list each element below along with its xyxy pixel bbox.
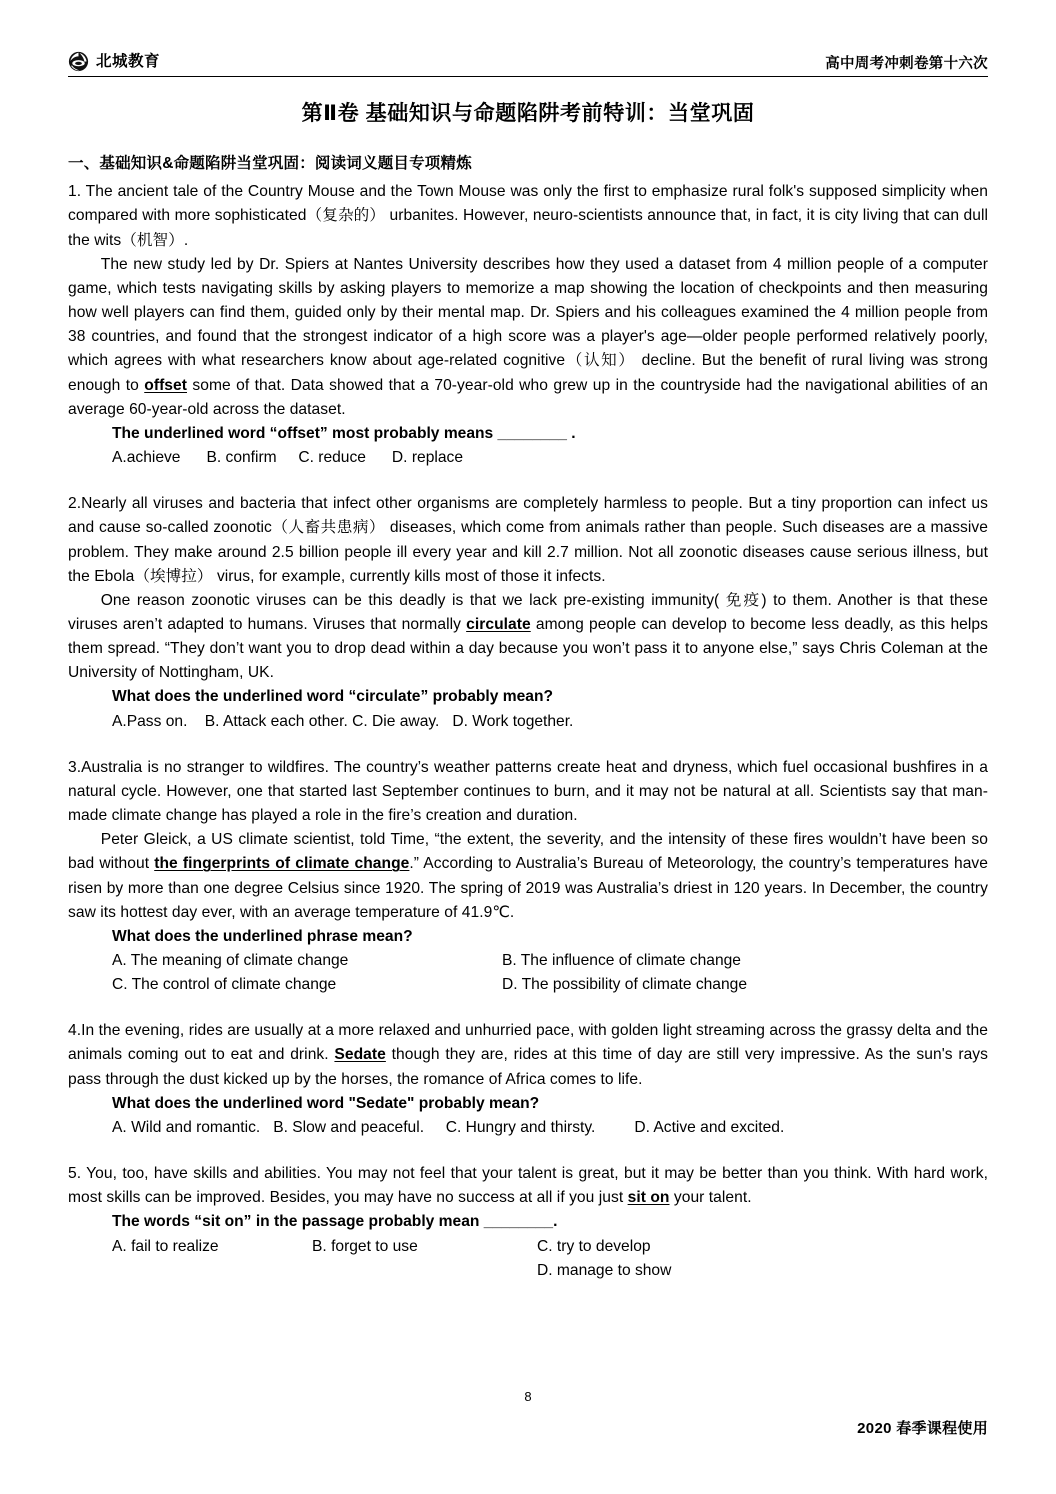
q3-option-c: C. The control of climate change — [112, 976, 337, 994]
q1-passage-2-part-b: some of that. Data showed that a 70-year-old who grew up in the countryside had the navigational abilities of an average 60-year-old across the dataset. — [68, 376, 988, 418]
q2-passage-1: 2.Nearly all viruses and bacteria that infect other organisms are completely harmless to people. But a tiny proportion can infect us and cause so-called zoonotic（人畜共患病） diseases, which come from animals rather than people. Such diseases are a massive problem. They make around 2.5 billion people ill every year and kill 2.7 million. Not all zoonotic diseases cause serious illness, but the Ebola（埃博拉） virus, for example, currently kills most of those it infects. — [68, 495, 988, 585]
q2-passage-2-part-b: among people can develop to become less deadly, as this helps them spread. “They don’t want you to drop dead within a day because you won’t pass it to anyone else,” says Chris Coleman at the University of Nottingham, UK. — [68, 615, 988, 682]
q3-option-b: B. The influence of climate change — [502, 952, 741, 970]
q2-options: A.Pass on. B. Attack each other. C. Die away. D. Work together. — [112, 712, 574, 730]
q2-underlined-word: circulate — [466, 615, 531, 633]
q2-passage-2 — [68, 589, 988, 686]
q5-option-d: D. manage to show — [537, 1261, 672, 1279]
q5-option-b: B. forget to use — [312, 1237, 418, 1255]
page-title: 第Ⅱ卷 基础知识与命题陷阱考前特训：当堂巩固 — [301, 102, 755, 125]
q4-passage — [68, 1019, 988, 1091]
q3-passage-2-part-b: .” According to Australia’s Bureau of Meteorology, the country’s temperatures have risen by more than one degree Celsius since 1920. The spring of 2019 was Australia’s driest in 120 years. In December, the country saw its hottest day ever, with an average temperature of 41.9℃. — [68, 855, 988, 921]
q2-stem: What does the underlined word “circulate” probably mean? — [112, 688, 554, 706]
q4-stem: What does the underlined word "Sedate" probably mean? — [112, 1094, 540, 1112]
q4-options: A. Wild and romantic. B. Slow and peaceful. C. Hungry and thirsty. D. Active and excited. — [112, 1118, 785, 1136]
q3-option-d: D. The possibility of climate change — [502, 976, 747, 994]
spacer-1 — [68, 470, 988, 492]
q3-passage-2 — [68, 828, 988, 925]
page-footer — [68, 1390, 988, 1436]
question-block-3 — [68, 756, 988, 998]
q1-passage-2-part-a: The new study led by Dr. Spiers at Nantes University describes how they used a dataset from 4 million people of a computer game, which tests navigating skills by asking players to memorize a map showing the location of checkpoints and then measuring how well players can find them, guided only by their mental map. Dr. Spiers and his colleagues examined the 4 million people from 38 countries, and found that the strongest indicator of a high score was a player's age—older people performed relatively poorly, which agrees with what researchers know about age-related cognitive（认知） decline. But the benefit of rural living was strong enough to — [68, 255, 988, 394]
q5-passage — [68, 1162, 988, 1210]
footer-note: 2020 春季课程使用 — [857, 1420, 988, 1437]
q2-passage-2-part-a: One reason zoonotic viruses can be this deadly is that we lack pre-existing immunity( 免疫) to them. Another is that these viruses aren’t adapted to humans. Viruses that normally — [68, 591, 988, 633]
q1-passage-1: 1. The ancient tale of the Country Mouse and the Town Mouse was only the first to emphasize rural folk's supposed simplicity when compared with more sophisticated（复杂的） urbanites. However, neuro-scientists announce that, in fact, it is city living that can dull the wits（机智）. — [68, 183, 988, 249]
q4-passage-part-b: though they are, rides at this time of day are still very impressive. As the sun's rays pass through the dust kicked up by the horses, the romance of Africa comes to life. — [68, 1046, 989, 1088]
spacer-2 — [68, 734, 988, 756]
q3-option-a: A. The meaning of climate change — [112, 952, 349, 970]
question-block-5 — [68, 1162, 988, 1283]
header-brand-group — [68, 51, 160, 72]
q1-stem: The underlined word “offset” most probably means ________ . — [112, 424, 576, 442]
q3-passage-2-part-a: Peter Gleick, a US climate scientist, told Time, “the extent, the severity, and the intensity of these fires wouldn’t have been so bad without — [68, 831, 988, 873]
header-exam-label: 高中周考冲刺卷第十六次 — [825, 55, 988, 72]
q1-options: A.achieve B. confirm C. reduce D. replace — [112, 449, 463, 467]
q5-passage-part-a: 5. You, too, have skills and abilities. You may not feel that your talent is great, but it may be better than you think. With hard work, most skills can be improved. Besides, you may have no success at all if you just — [68, 1165, 988, 1207]
q4-underlined-word: Sedate — [334, 1046, 386, 1064]
spacer-3 — [68, 997, 988, 1019]
section-title: 一、基础知识&命题陷阱当堂巩固：阅读词义题目专项精炼 — [68, 155, 472, 173]
q5-passage-part-b: your talent. — [669, 1189, 752, 1207]
spacer-4 — [68, 1140, 988, 1162]
globe-logo-icon — [68, 51, 89, 72]
question-block-4 — [68, 1019, 988, 1140]
page-content — [68, 44, 988, 1283]
q5-option-a: A. fail to realize — [112, 1237, 219, 1255]
page-number: 8 — [524, 1389, 532, 1404]
q5-option-c: C. try to develop — [537, 1237, 651, 1255]
q4-passage-part-a: 4.In the evening, rides are usually at a more relaxed and unhurried pace, with golden light streaming across the grassy delta and the animals coming out to eat and drink. — [68, 1022, 988, 1064]
q3-passage-1: 3.Australia is no stranger to wildfires. The country’s weather patterns create heat and dryness, which fuel occasional bushfires in a natural cycle. However, one that started last September continues to burn, and it may not be natural at all. Scientists say that man-made climate change has played a role in the fire’s creation and duration. — [68, 758, 988, 825]
q3-underlined-phrase: the fingerprints of climate change — [154, 855, 410, 873]
q3-stem: What does the underlined phrase mean? — [112, 927, 413, 945]
q3-options — [68, 949, 988, 997]
q5-underlined-phrase: sit on — [627, 1189, 670, 1207]
brand-name: 北城教育 — [96, 52, 161, 70]
q5-stem: The words “sit on” in the passage probably mean ________. — [112, 1213, 558, 1231]
question-block-2 — [68, 492, 988, 734]
page-header — [68, 44, 988, 77]
question-block-1 — [68, 180, 988, 470]
q1-passage-2 — [68, 253, 988, 422]
q5-options — [68, 1235, 988, 1283]
q1-underlined-word: offset — [144, 376, 187, 394]
